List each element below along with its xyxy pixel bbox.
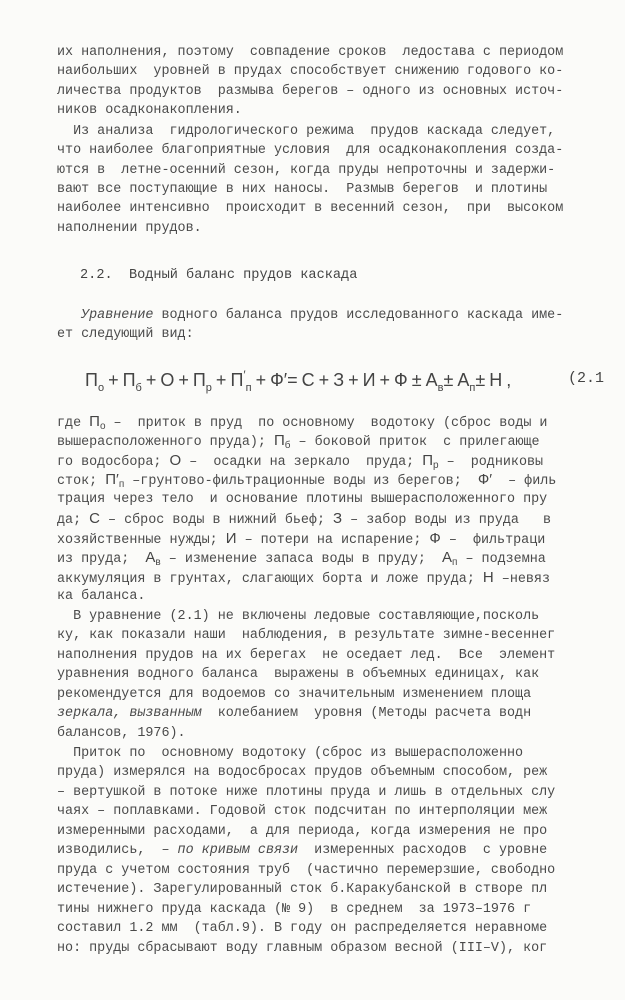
text-segment: но: пруды сбрасывают воду главным образом весной (III–V), ког bbox=[57, 941, 548, 956]
text-segment: измеренными расходами, а для периода, когда измерения не про bbox=[57, 824, 548, 839]
equation-term: $П_б$ bbox=[122, 370, 142, 394]
text-line bbox=[57, 687, 531, 703]
text-segment: водного баланса прудов исследованного каскада име- bbox=[153, 308, 564, 323]
text-line bbox=[57, 609, 539, 625]
text-segment: тины нижнего пруда каскада (№ 9) в среднем за 1973–1976 г bbox=[57, 902, 532, 917]
text-segment: в bbox=[155, 557, 161, 568]
text-segment: И bbox=[225, 530, 237, 547]
text-segment: сток; bbox=[57, 474, 106, 489]
text-segment: о bbox=[99, 421, 106, 432]
text-segment: – изменение запаса воды в пруду; bbox=[160, 552, 442, 567]
text-segment: Приток по основному водотоку (сброс из вышерасположенно bbox=[57, 746, 524, 761]
text-line bbox=[57, 472, 556, 493]
text-segment: пруда с учетом состояния труб (частично перемерзшие, свободно bbox=[57, 863, 556, 878]
text-segment: наиболее интенсивно происходит в весенний сезон, при высоком bbox=[57, 201, 564, 216]
text-line bbox=[57, 511, 551, 529]
text-line bbox=[57, 84, 563, 100]
text-segment: по кривым связи bbox=[177, 843, 299, 858]
text-segment: изводились, – bbox=[57, 843, 178, 858]
equation-term: $А_п$ bbox=[457, 370, 476, 394]
text-segment: где bbox=[57, 416, 90, 431]
text-segment: З bbox=[333, 510, 343, 527]
text-segment: п bbox=[118, 479, 125, 490]
text-line bbox=[57, 124, 555, 140]
text-segment: – филь bbox=[492, 474, 557, 489]
text-segment: В уравнение (2.1) не включены ледовые составляющие,посколь bbox=[57, 609, 540, 624]
text-line bbox=[57, 308, 563, 324]
text-segment: вают все поступающие в них наносы. Размыв берегов и плотины bbox=[57, 182, 548, 197]
equation-term: ± Н , bbox=[475, 370, 512, 390]
text-segment: рекомендуется для водоемов со значительным изменением площа bbox=[57, 687, 532, 702]
text-segment: п bbox=[452, 557, 458, 568]
text-segment: Уравнение bbox=[81, 308, 154, 323]
text-segment: Н bbox=[482, 569, 494, 586]
text-segment: П bbox=[89, 413, 100, 430]
equation-term: $П_о$ bbox=[85, 370, 105, 394]
text-segment: О bbox=[169, 452, 182, 469]
text-line bbox=[57, 824, 547, 840]
text-line bbox=[57, 706, 531, 722]
text-segment: вышерасположенного пруда); bbox=[57, 435, 274, 450]
text-segment: ка баланса. bbox=[57, 589, 146, 604]
text-line bbox=[57, 628, 555, 644]
text-segment: истечение). Зарегулированный сток б.Каракубанской в створе пл bbox=[57, 882, 548, 897]
text-segment: П bbox=[422, 452, 434, 469]
text-line bbox=[57, 882, 547, 898]
text-segment: измеренных расходов с уровне bbox=[298, 843, 548, 858]
text-segment: А bbox=[145, 549, 156, 566]
text-line bbox=[57, 921, 547, 937]
text-line bbox=[57, 648, 555, 664]
text-segment: Из анализа гидрологического режима прудов каскада следует, bbox=[57, 124, 556, 139]
section-heading: 2.2. Водный баланс прудов каскада bbox=[80, 268, 358, 283]
text-segment: р bbox=[433, 460, 439, 471]
text-line bbox=[57, 531, 545, 549]
equation-term: + bbox=[104, 370, 123, 390]
text-segment: личества продуктов размыва берегов – одного из основных источ- bbox=[57, 84, 564, 99]
text-segment: из пруда; bbox=[57, 552, 146, 567]
equation-term: $А_в$ bbox=[425, 370, 444, 394]
text-segment: С bbox=[89, 510, 100, 527]
text-line bbox=[57, 765, 547, 781]
text-segment: наполнении прудов. bbox=[57, 221, 202, 236]
text-segment: чаях – поплавками. Годовой сток подсчитан по интерполяции меж bbox=[57, 804, 548, 819]
text-segment: – осадки на зеркало пруда; bbox=[181, 455, 423, 470]
text-line bbox=[57, 143, 563, 159]
text-line bbox=[57, 785, 555, 801]
text-line bbox=[57, 103, 242, 119]
text-segment: – приток в пруд по основному водотоку (сброс воды и bbox=[105, 416, 548, 431]
water-balance-equation bbox=[85, 368, 511, 394]
text-line bbox=[57, 804, 547, 820]
text-line bbox=[57, 902, 531, 918]
text-segment: Ф bbox=[429, 530, 441, 547]
text-segment: трация через тело и основание плотины вышерасположенного пру bbox=[57, 492, 548, 507]
equation-term: $П_р$ bbox=[192, 370, 212, 394]
text-line bbox=[57, 414, 547, 435]
text-line bbox=[57, 453, 543, 474]
text-segment: уравнения водного баланса выражены в объемных единицах, как bbox=[57, 667, 540, 682]
text-segment: их наполнения, поэтому совпадение сроков ледостава с периодом bbox=[57, 45, 564, 60]
text-segment: б bbox=[284, 440, 291, 451]
text-segment: – подземна bbox=[457, 552, 546, 567]
text-line bbox=[57, 45, 563, 61]
text-segment: хозяйственные нужды; bbox=[57, 533, 226, 548]
text-line bbox=[57, 863, 555, 879]
text-line bbox=[57, 492, 547, 508]
text-segment: зеркала, вызванным bbox=[57, 706, 202, 721]
text-segment: Ф′ bbox=[477, 471, 493, 488]
text-line bbox=[57, 746, 523, 762]
text-segment: ников осадконакопления. bbox=[57, 103, 242, 118]
text-segment: ются в летне-осенний сезон, когда пруды непроточны и задержи- bbox=[57, 163, 556, 178]
text-line bbox=[57, 941, 547, 957]
text-segment: пруда) измерялся на водосбросах прудов объемным способом, реж bbox=[57, 765, 548, 780]
text-line bbox=[57, 667, 539, 683]
text-segment bbox=[57, 308, 81, 323]
text-line bbox=[57, 433, 540, 454]
text-line bbox=[57, 550, 546, 571]
text-line bbox=[57, 843, 547, 859]
text-segment: что наиболее благоприятные условия для осадконакопления созда- bbox=[57, 143, 564, 158]
text-segment: А bbox=[441, 549, 452, 566]
text-segment: ет следующий вид: bbox=[57, 327, 194, 342]
text-segment: – вертушкой в потоке ниже плотины пруда и лишь в отдельных слу bbox=[57, 785, 556, 800]
text-segment: П′ bbox=[105, 471, 119, 488]
text-segment: П bbox=[273, 432, 285, 449]
text-segment: – сброс воды в нижний бьеф; bbox=[100, 513, 334, 528]
text-line bbox=[57, 570, 550, 588]
text-segment: балансов, 1976). bbox=[57, 726, 186, 741]
equation-term: + Ф′= С + З + И + Ф ± bbox=[251, 370, 426, 390]
text-segment: составил 1.2 мм (табл.9). В году он распределяется неравноме bbox=[57, 921, 548, 936]
text-segment: го водосбора; bbox=[57, 455, 170, 470]
text-segment: –грунтово-фильтрационные воды из берегов; bbox=[124, 474, 478, 489]
text-segment: да; bbox=[57, 513, 90, 528]
text-line bbox=[57, 221, 202, 237]
text-line bbox=[57, 64, 563, 80]
text-segment: – боковой приток с прилегающе bbox=[290, 435, 540, 450]
text-line bbox=[57, 726, 186, 742]
text-line bbox=[57, 327, 194, 343]
text-line bbox=[57, 182, 547, 198]
text-segment: ку, как показали наши наблюдения, в результате зимне-весеннег bbox=[57, 628, 556, 643]
equation-number: (2.1 bbox=[568, 370, 605, 387]
text-segment: наполнения прудов на их берегах не оседает лед. Все элемент bbox=[57, 648, 556, 663]
equation-term: + О + bbox=[141, 370, 193, 390]
text-segment: наибольших уровней в прудах способствует снижению годового ко- bbox=[57, 64, 564, 79]
text-line bbox=[57, 163, 555, 179]
text-segment: колебанием уровня (Методы расчета водн bbox=[201, 706, 532, 721]
text-line bbox=[57, 201, 563, 217]
equation-term: ± bbox=[443, 370, 458, 390]
equation-term: $П'_п$ bbox=[230, 368, 252, 394]
equation-term: + bbox=[211, 370, 231, 390]
text-segment: – родниковы bbox=[438, 455, 544, 470]
text-segment: – фильтраци bbox=[440, 533, 546, 548]
text-segment: аккумуляция в грунтах, слагающих борта и ложе пруда; bbox=[57, 572, 483, 587]
text-segment: –невяз bbox=[493, 572, 550, 587]
text-segment: – потери на испарение; bbox=[236, 533, 430, 548]
text-line bbox=[57, 589, 145, 605]
text-segment: – забор воды из пруда в bbox=[342, 513, 552, 528]
